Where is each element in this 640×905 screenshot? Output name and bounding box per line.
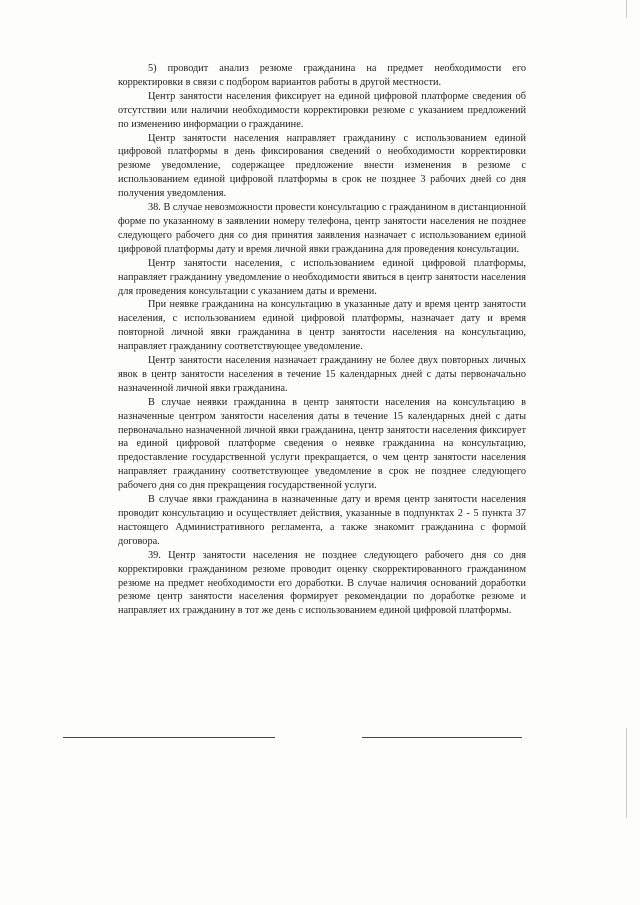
signature-line-left xyxy=(63,737,275,738)
paragraph-39: 39. Центр занятости населения не позднее следующего рабочего дня со дня корректировки гражданином резюме проводит оценку скорректированного гражданином резюме на предмет необходимости его доработки. В случае наличия оснований доработки резюме центр занятости населения формирует рекомендации по доработке резюме и направляет их гражданину в тот же день с использованием единой цифровой платформы. xyxy=(118,549,526,617)
paragraph-appearance: В случае явки гражданина в назначенные дату и время центр занятости населения проводит консультацию и осуществляет действия, указанные в подпунктах 2 - 5 пункта 37 настоящего Административного регламента, а также знакомит гражданина с формой договора. xyxy=(118,494,526,547)
scan-edge-mark-top xyxy=(626,0,627,18)
signature-line-right xyxy=(362,737,522,738)
document-body xyxy=(118,62,526,618)
paragraph-no-show: При неявке гражданина на консультацию в указанные дату и время центр занятости населения, с использованием единой цифровой платформы, назначает дату и время повторной личной явки гражданина в центр занятости населения на консультацию, направляет гражданину соответствующее уведомление. xyxy=(118,299,526,353)
paragraph-consultation-notice: Центр занятости населения, с использованием единой цифровой платформы, направляет гражданину уведомление о необходимости явиться в центр занятости населения для проведения консультации с указанием даты и времени. xyxy=(118,257,526,297)
scan-edge-mark-bottom xyxy=(626,728,627,818)
paragraph-38: 38. В случае невозможности провести консультацию с гражданином в дистанционной форме по указанному в заявлении номеру телефона, центр занятости населения не позднее следующего рабочего дня со дня принятия заявления назначает с использованием единой цифровой платформы дату и время личной явки гражданина для проведения консультации. xyxy=(118,202,526,255)
paragraph-fixing-info: Центр занятости населения фиксирует на единой цифровой платформе сведения об отсутствии или наличии необходимости корректировки резюме с указанием предложений по изменению информации о гражданине. xyxy=(118,90,526,130)
paragraph-service-termination: В случае неявки гражданина в центр занятости населения на консультацию в назначенные центром занятости населения даты в течение 15 календарных дней с даты первоначально назначенной личной явки гражданина, центр занятости населения фиксирует на единой цифровой платформе сведения о неявке гражданина на консультацию, предоставление государственной услуги прекращается, о чем центр занятости населения направляет гражданину соответствующее уведомление в срок не позднее следующего рабочего дня со дня прекращения государственной услуги. xyxy=(118,396,526,492)
paragraph-item-5: 5) проводит анализ резюме гражданина на предмет необходимости его корректировки в связи с подбором вариантов работы в другой местности. xyxy=(118,63,526,88)
paragraph-notification: Центр занятости населения направляет гражданину с использованием единой цифровой платформы в день фиксирования сведений о необходимости корректировки резюме уведомление, содержащее предложение внести изменения в резюме с использованием единой цифровой платформы в срок не позднее 3 рабочих дней со дня получения уведомления. xyxy=(118,132,526,200)
paragraph-repeat-visits: Центр занятости населения назначает гражданину не более двух повторных личных явок в центр занятости населения в течение 15 календарных дней с даты первоначально назначенной личной явки гражданина. xyxy=(118,355,526,394)
